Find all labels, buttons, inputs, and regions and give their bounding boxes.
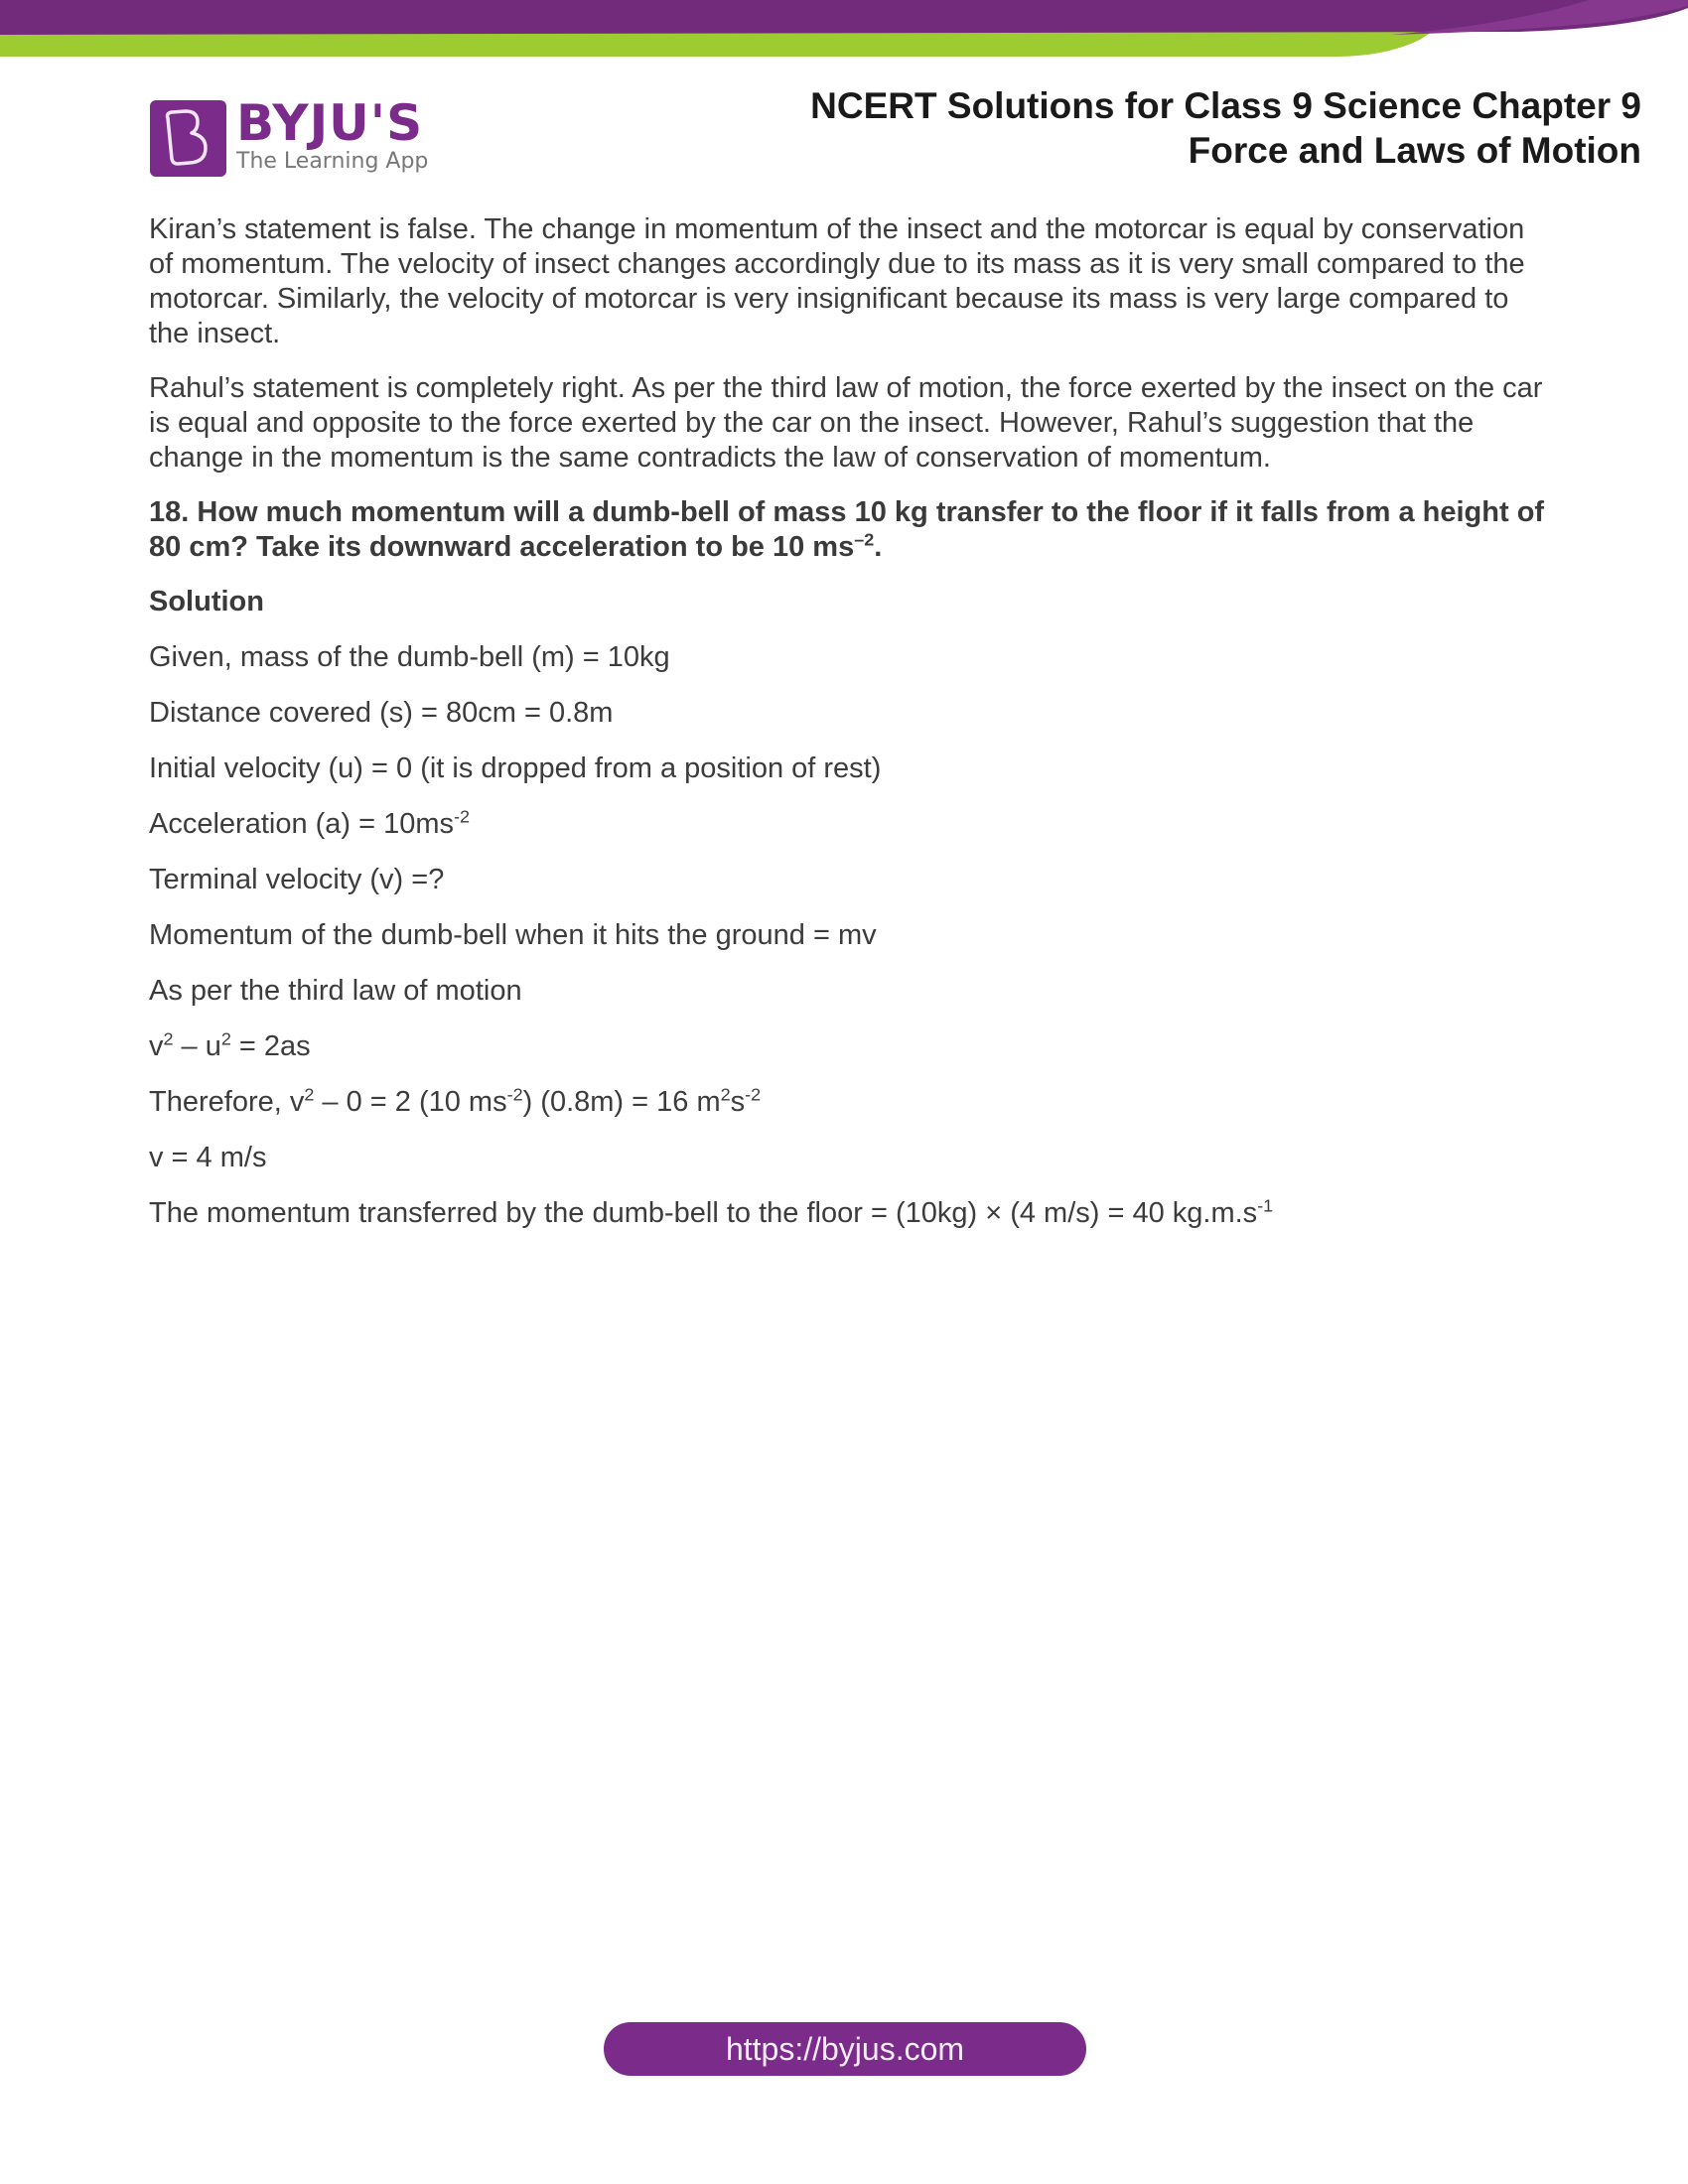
solution-acceleration [149, 807, 1549, 842]
footer-url-link[interactable]: https://byjus.com [604, 2022, 1086, 2076]
solution-heading: Solution [149, 586, 264, 617]
solution-third-law: As per the third law of motion [149, 975, 522, 1007]
eq-mid: – u [173, 1030, 221, 1062]
solution-initial-velocity: Initial velocity (u) = 0 (it is dropped from a position of rest) [149, 752, 882, 784]
solution-equation [149, 1029, 1549, 1064]
question-end: . [874, 531, 883, 563]
th-a: Therefore, v [149, 1086, 305, 1118]
th-s3: 2 [720, 1084, 731, 1105]
eq-sup2: 2 [220, 1028, 231, 1049]
th-s2: -2 [506, 1084, 523, 1105]
th-s4: -2 [745, 1084, 762, 1105]
brand-name: BYJU'S [236, 94, 424, 152]
paragraph-kiran: Kiran’s statement is false. The change in momentum of the insect and the motorcar is equal by conservation of momentum. The velocity of insect changes accordingly due to its mass as it is very small compared to the motorcar. Similarly, the velocity of motorcar is very insignificant because its mass is very large compared to the insect. [149, 213, 1525, 349]
solution-final [149, 1196, 1549, 1231]
solution-therefore [149, 1085, 1549, 1120]
page-title [810, 83, 1641, 173]
title-line-1: NCERT Solutions for Class 9 Science Chapter 9 [810, 85, 1641, 126]
solution-distance: Distance covered (s) = 80cm = 0.8m [149, 697, 614, 729]
question-exponent: –2 [854, 529, 875, 550]
solution-given-mass: Given, mass of the dumb-bell (m) = 10kg [149, 641, 670, 673]
th-b: – 0 = 2 (10 ms [314, 1086, 507, 1118]
th-c: ) (0.8m) = 16 m [522, 1086, 721, 1118]
byjus-logo[interactable] [150, 94, 429, 177]
final-text: The momentum transferred by the dumb-bell to the floor = (10kg) × (4 m/s) = 40 kg.m.s [149, 1197, 1258, 1229]
title-line-2: Force and Laws of Motion [1188, 130, 1641, 171]
solution-velocity-result: v = 4 m/s [149, 1142, 267, 1173]
acceleration-text: Acceleration (a) = 10ms [149, 808, 455, 840]
header-decorative-band [0, 0, 1688, 69]
question-text: 18. How much momentum will a dumb-bell of mass 10 kg transfer to the floor if it falls from a height of 80 cm? Take its downward acceleration to be 10 ms [149, 496, 1545, 563]
brand-tagline: The Learning App [236, 149, 429, 174]
acceleration-exponent: -2 [454, 806, 471, 827]
document-content [149, 212, 1549, 1252]
solution-terminal-velocity: Terminal velocity (v) =? [149, 864, 445, 895]
question-18 [149, 495, 1549, 565]
paragraph-rahul: Rahul’s statement is completely right. As per the third law of motion, the force exerted by the insect on the car is equal and opposite to the force exerted by the car on the insect. However, Rahul’s suggestion that the change in the momentum is the same contradicts the law of conservation of momentum. [149, 372, 1543, 474]
b-logo-icon [150, 100, 226, 177]
th-d: s [730, 1086, 746, 1118]
eq-sup1: 2 [163, 1028, 174, 1049]
eq-end: = 2as [230, 1030, 311, 1062]
th-s1: 2 [304, 1084, 315, 1105]
eq-v: v [149, 1030, 164, 1062]
final-exponent: -1 [1257, 1195, 1274, 1216]
solution-momentum-def: Momentum of the dumb-bell when it hits the ground = mv [149, 919, 877, 951]
